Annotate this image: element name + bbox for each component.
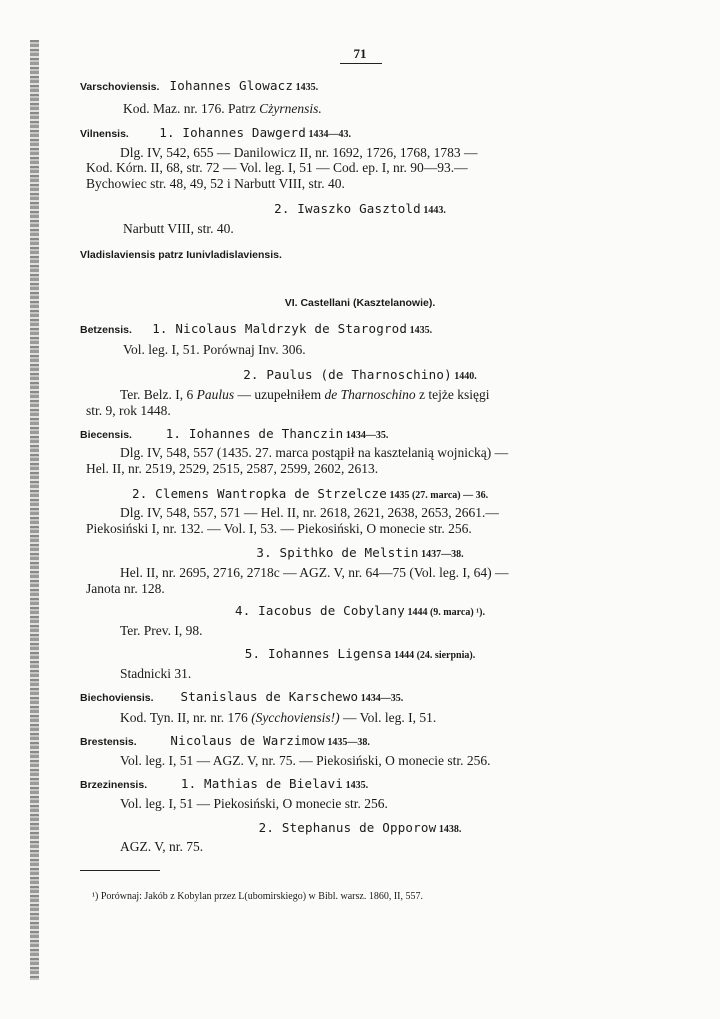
line-text: Ter. Prev. I, 98.	[120, 623, 203, 638]
text-line	[120, 710, 436, 725]
person-name: 1. Mathias de Bielavi	[180, 776, 344, 791]
line-text: 1444 (9. marca) ¹).	[404, 607, 485, 618]
line-text: Kod. Maz. nr. 176. Patrz	[123, 101, 260, 116]
diocese-heading: Varschoviensis.	[80, 81, 160, 93]
line-text: Kod. Tyn. II, nr. nr. 176	[120, 710, 252, 725]
line-text: 1438.	[436, 824, 462, 835]
text-line	[120, 145, 477, 160]
person-name: 2. Stephanus de Opporow	[258, 820, 437, 835]
text-line	[123, 342, 306, 357]
text-line	[80, 689, 403, 706]
line-text: 1434—35.	[358, 693, 404, 704]
line-text: Dlg. IV, 548, 557, 571 — Hel. II, nr. 2618, 2621, 2638, 2653, 2661.—	[120, 505, 499, 520]
text-line	[120, 445, 508, 460]
text-line	[86, 176, 345, 191]
line-text: 1440.	[451, 371, 477, 382]
line-text: Narbutt VIII, str. 40.	[123, 221, 234, 236]
text-line	[86, 160, 468, 175]
page-number: 71	[353, 46, 367, 61]
line-text: Hel. II, nr. 2519, 2529, 2515, 2587, 2599, 2602, 2613.	[86, 461, 379, 476]
text-line	[0, 603, 720, 620]
line-text	[154, 689, 181, 704]
text-line	[120, 796, 388, 811]
line-text: 1444 (24. sierpnia).	[391, 650, 476, 661]
line-text: Dlg. IV, 548, 557 (1435. 27. marca postąpił na kasztelanią wojnicką) —	[120, 445, 509, 460]
person-name: 1. Iohannes de Thanczin	[165, 426, 344, 441]
text-line	[80, 733, 370, 750]
text-line	[120, 505, 499, 520]
text-line	[80, 426, 388, 443]
page-number-underline	[340, 63, 382, 64]
text-line	[80, 321, 432, 338]
diocese-heading: Vilnensis.	[80, 128, 129, 140]
person-name: 2. Paulus (de Tharnoschino)	[243, 367, 452, 382]
text-line	[120, 666, 191, 681]
line-text	[129, 125, 159, 140]
text-line	[0, 201, 720, 218]
person-name: Iohannes Glowacz	[169, 78, 294, 93]
line-text: z tejże księgi	[415, 387, 490, 402]
person-name: 2. Iwaszko Gasztold	[274, 201, 421, 216]
line-text: Vol. leg. I, 51 — AGZ. V, nr. 75. — Piekosiński, O monecie str. 256.	[120, 753, 491, 768]
line-text: 1437—38.	[418, 549, 464, 560]
footnote-rule	[80, 870, 160, 871]
line-text: — uzupełniłem	[234, 387, 325, 402]
line-text: 1434—43.	[306, 129, 352, 140]
line-text: 1434—35.	[343, 430, 389, 441]
line-text: Janota nr. 128.	[86, 581, 165, 596]
text-line	[86, 403, 171, 418]
text-line	[120, 623, 203, 638]
line-text	[159, 78, 169, 93]
line-text	[147, 776, 181, 791]
line-text: Paulus	[196, 387, 235, 402]
line-text: Bychowiec str. 48, 49, 52 i Narbutt VIII, str. 40.	[86, 176, 345, 191]
person-name: 5. Iohannes Ligensa	[244, 646, 392, 661]
line-text: Vol. leg. I, 51. Porównaj Inv. 306.	[123, 342, 306, 357]
person-name: 2. Clemens Wantropka de Strzelcze	[132, 486, 387, 501]
person-name: Nicolaus de Warzimow	[170, 733, 325, 748]
diocese-heading: Betzensis.	[80, 324, 132, 336]
line-text: str. 9, rok 1448.	[86, 403, 171, 418]
text-line	[120, 387, 490, 402]
diocese-heading: Iunivladislaviensis.	[186, 249, 282, 261]
diocese-heading: Biecensis.	[80, 429, 132, 441]
line-text: (Sycchoviensis!)	[251, 710, 340, 725]
line-text: AGZ. V, nr. 75.	[120, 839, 204, 854]
text-line	[123, 221, 234, 236]
line-text: Vol. leg. I, 51 — Piekosiński, O monecie str. 256.	[120, 796, 388, 811]
person-name: 3. Spithko de Melstin	[256, 545, 419, 560]
diocese-heading: patrz	[155, 249, 187, 261]
line-text: Hel. II, nr. 2695, 2716, 2718c — AGZ. V, nr. 64—75 (Vol. leg. I, 64) —	[120, 565, 509, 580]
line-text: 1435.	[343, 780, 369, 791]
text-line	[0, 294, 720, 311]
text-line	[86, 461, 378, 476]
diocese-heading: Vladislaviensis	[80, 249, 156, 261]
text-line	[132, 486, 488, 503]
text-line	[120, 753, 491, 768]
line-text	[132, 426, 166, 441]
text-line	[123, 101, 322, 116]
diocese-heading: Brestensis.	[80, 736, 137, 748]
line-text: de Tharnoschino	[324, 387, 416, 402]
text-line	[80, 78, 318, 95]
text-line	[0, 545, 720, 562]
text-line	[0, 820, 720, 837]
line-text: 1435.	[407, 325, 433, 336]
scan-edge-artifact	[30, 40, 39, 980]
line-text: Cżyrnensis.	[259, 101, 322, 116]
line-text: 1435.	[293, 82, 319, 93]
line-text: Dlg. IV, 542, 655 — Danilowicz II, nr. 1692, 1726, 1768, 1783 —	[120, 145, 478, 160]
person-name: 4. Iacobus de Cobylany	[235, 603, 405, 618]
line-text	[137, 733, 171, 748]
line-text: 1435 (27. marca) — 36.	[386, 490, 489, 501]
person-name: Stanislaus de Karschewo	[180, 689, 359, 704]
line-text: Ter. Belz. I, 6	[120, 387, 197, 402]
line-text: Kod. Kórn. II, 68, str. 72 — Vol. leg. I, 51 — Cod. ep. I, nr. 90—93.—	[86, 160, 468, 175]
line-text: Stadnicki 31.	[120, 666, 192, 681]
text-line	[0, 367, 720, 384]
text-line	[80, 776, 368, 793]
text-line	[120, 839, 203, 854]
text-line	[86, 521, 472, 536]
line-text	[132, 321, 152, 336]
text-line	[80, 125, 351, 142]
person-name: 1. Iohannes Dawgerd	[159, 125, 307, 140]
diocese-heading: VI. Castellani (Kasztelanowie).	[284, 297, 436, 309]
text-line	[120, 565, 508, 580]
diocese-heading: Biechoviensis.	[80, 692, 154, 704]
footnote: ¹) Porównaj: Jakób z Kobylan przez L(ubomirskiego) w Bibl. warsz. 1860, II, 557.	[92, 891, 423, 902]
line-text: 1435—38.	[324, 737, 370, 748]
text-line	[0, 646, 720, 663]
text-line	[80, 246, 282, 263]
line-text: — Vol. leg. I, 51.	[339, 710, 437, 725]
line-text: Piekosiński I, nr. 132. — Vol. I, 53. — Piekosiński, O monecie str. 256.	[86, 521, 472, 536]
person-name: 1. Nicolaus Maldrzyk de Starogrod	[152, 321, 408, 336]
line-text: 1443.	[420, 205, 446, 216]
diocese-heading: Brzezinensis.	[80, 779, 148, 791]
text-line	[86, 581, 165, 596]
